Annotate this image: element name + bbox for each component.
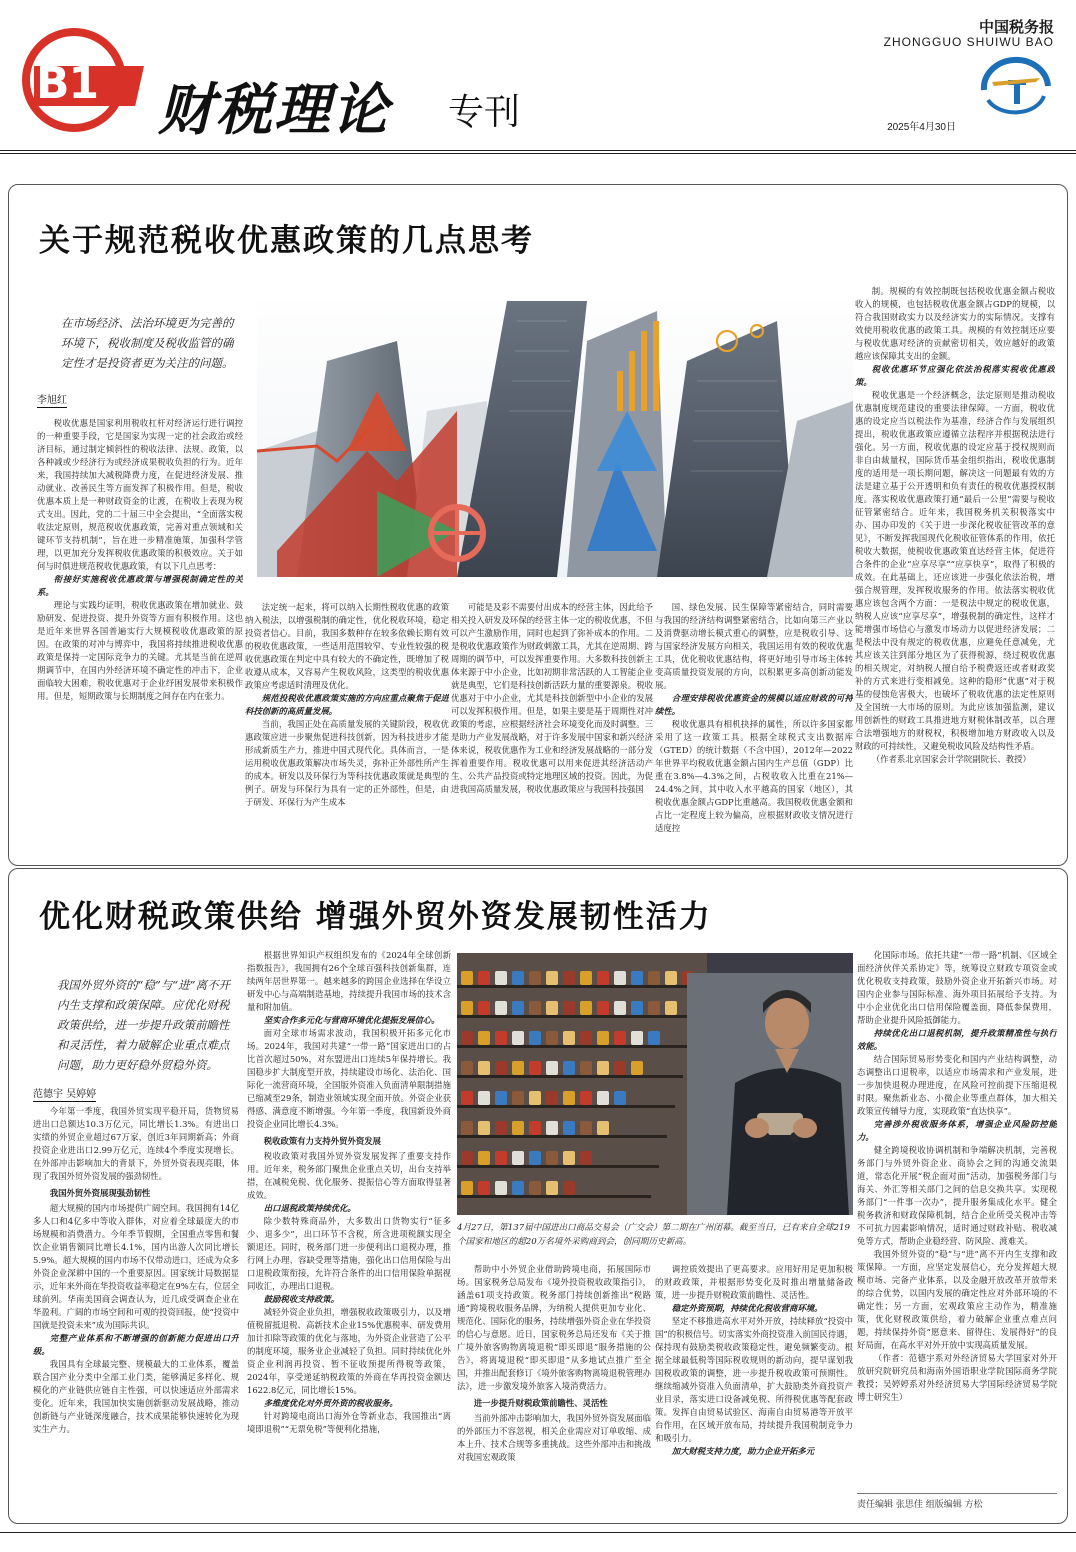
article-title: 优化财税政策供给 增强外贸外资发展韧性活力 — [39, 899, 712, 935]
article-column-2 — [245, 601, 449, 859]
article-column-2 — [247, 949, 451, 1517]
article-column-5 — [855, 285, 1055, 859]
paragraph: （作者系北京国家会计学院副院长、教授） — [871, 754, 1031, 764]
article-title: 关于规范税收优惠政策的几点思考 — [39, 223, 534, 259]
paragraph: 面对全球市场需求波动，我国积极开拓多元化市场。2024年，我国对共建“一带一路”国家进出口的占比首次超过50%，对东盟进出口连续5年保持增长。我国稳步扩大制度型开放，持续建设市场化、法治化、国际化一流营商环境，全国版外资准入负面清单限制措施已缩减至29条，制造业领域实现全面开放。外资企业获得感、满意度不断增强。今年第一季度，我国新设外商投资企业同比增长4.3%。 — [247, 1028, 451, 1129]
paragraph: 多维度优化对外贸外资的税收服务。 — [263, 1398, 398, 1408]
paragraph: 结合国际贸易形势变化和国内产业结构调整，动态调整出口退税率，以适应市场需求和产业发展，进一步加快退税办理进度，在风险可控前提下压缩退税时限。聚焦新业态、小微企业等重点群体，加大相关政策宣传辅导力度，实现政策“直达快享”。 — [857, 1054, 1057, 1116]
paragraph: 税收政策对我国外贸外资发展发挥了重要支持作用。近年来，税务部门聚焦企业重点关切，出台支持举措，在减税免税、优化服务、提振信心等方面取得显著成效。 — [247, 1151, 451, 1200]
paragraph: 税收优惠是国家利用税收杠杆对经济运行进行调控的一种重要手段，它是国家为实现一定的社会政治或经济目标，通过制定倾斜性的税收法律、法规、政策，以各种减或少经济行为或经济成果税收负担的行为。近年来，我国持续加大减税降费力度，在促进经济发展、推动就业、改善民生等方面发挥了积极作用。但是，税收优惠本质上是一种财政资金的让渡，在税收上表现为税式支出。因此，党的二十届三中全会提出，“全面落实税收法定原则，规范税收优惠政策，完善对重点领域和关键环节支持机制”，旨在进一步精准施策，加强科学管理，以更加充分发挥税收优惠政策的积极效应。关于如何与时俱进规范税收优惠政策，有以下几点思考： — [37, 418, 243, 571]
paragraph: 规范投税收优惠政策实施的方向应重点聚焦于促进科技创新的高质量发展。 — [245, 693, 449, 716]
paragraph: 持续优化出口退税机制，提升政策精准性与执行效能。 — [857, 1028, 1057, 1051]
newspaper-logo-icon — [978, 56, 1054, 120]
editor-credit: 责任编辑 张思佳 组版编辑 方松 — [857, 1493, 1057, 1510]
paragraph: 调控质效提出了更高要求。应用好用足更加积极的财政政策，并根据形势变化及时推出增量储备政策，进一步提升财税政策前瞻性、灵活性。 — [655, 1264, 853, 1300]
issue-date: 2025年4月30日 — [887, 122, 956, 133]
paragraph: （作者：范德宇系对外经济贸易大学国家对外开放研究院研究员和海南外国语职业学院国际商务学院教授；吴婷婷系对外经济贸易大学国际经济贸易学院博士研究生） — [857, 1353, 1057, 1402]
article-column-1 — [33, 1105, 239, 1517]
masthead-rule-2 — [0, 153, 1076, 154]
paragraph: 加大财税支持力度，助力企业开拓多元 — [671, 1446, 815, 1456]
article-column-4 — [655, 1263, 853, 1517]
paragraph: 制。规模的有效控制既包括税收优惠金额占税收收入的规模，也包括税收优惠金额占GDP的规模，以符合我国财政实力以及经济实力的实际情况。支撑有效使用税收优惠的政策工具。规模的有效控制还应要与税收优惠对经济的贡献密切相关，效应越好的政策越应该保障其支出的金额。 — [855, 286, 1055, 361]
paragraph: 稳定外资预期，持续优化税收营商环境。 — [671, 1303, 823, 1313]
paragraph: 出口退税政策持续优化。 — [263, 1203, 356, 1213]
paragraph: 国、绿色发展、民生保障等紧密结合，同时需要与我国的经济结构调整紧密结合，比如向第三产业以及消费驱动增长模式重心的调整，应是税收引导、这与国家经济发展方向相关，我国运用有效的税收优惠工具，优化税收优惠结构，将更好地引导市场主体转变高质量投资发展的方向，以积累更多高创新动能发展。 — [655, 602, 853, 690]
paragraph: 税收优惠环节应强化依法治税落实税收优惠政策。 — [855, 364, 1055, 387]
section-badge — [14, 24, 144, 138]
paragraph: 税收优惠是一个经济概念，法定原则是推动税收优惠制度规范建设的重要法律保障。一方面，税收优惠的设定应当以税法作为基准，经济合作与发展组织提出，税收优惠政策应遵循立法程序并根据税法进行强化。另一方面，税收优惠的设定应基于授权规则而非自由裁量权，国际货币基金组织指出，税收优惠制度的适用是一项长期问题，解决这一问题最有效的方法是建立基于公开透明和负有责任的税收优惠授权制度。落实税收优惠政策打通“最后一公里”需要与税收征管紧密结合。近年来，我国税务机关积极落实中办、国办印发的《关于进一步深化税收征管改革的意见》，不断发挥我国现代化税收征管体系的作用，依托税收大数据，使税收优惠政策直达经营主体，促进符合条件的企业“应享尽享”“应享快享”，取得了积极的成效。在此基础上，还应该进一步强化依法治税，增强合规管理，发挥税收服务的作用。依法落实税收优惠应该包含两个方面：一是税法中规定的税收优惠，纳税人应该“应享尽享”，增强税制的确定性，这样才能增强市场信心与激发市场动力以促进经济发展；二是税法中没有规定的税收优惠，应避免任意减免，尤其应该关注到部分地区为了获得税源，绕过税收优惠的相关规定，对纳税人擅自给予税费返还或者财政奖补的方式来进行变相减免。这种的隐形“优惠”对于税基的侵蚀危害极大，也破坏了税收优惠的法定性原则及全国统一大市场的原则。为此应该加强监测，建议用创新性的财政工具推进地方财税体制改革，以合理合法增强地方的财税权，积极增加地方财政收入以及财政的可持续性，又避免税收风险及结构性矛盾。 — [855, 390, 1055, 751]
article-column-5 — [857, 949, 1057, 1479]
article-tax-incentives — [8, 184, 1068, 866]
trade-fair-photo — [457, 953, 853, 1215]
paragraph: 合理安排税收优惠资金的规模以适应财政的可持续性。 — [655, 693, 853, 716]
section-heading: 税收政策有力支持外贸外资发展 — [263, 1136, 382, 1146]
section-heading: 我国外贸外资展现强劲韧性 — [49, 1188, 151, 1198]
paragraph: 可能是及彩不需要付出成本的经营主体，因此给予相关投入研发及环保的经营主体一定的税收优惠，不但可以产生激励作用，同时也起到了弥补成本的作用。二是税收优惠政策作为财政刺激工具，尤其在逆周期、跨周期的调节中，可以发挥重要作用。大多数科技创新主体来源于中小企业，比如初期非常活跃的人工智能企业就是典型，它们是科技创新活跃力量的重要源泉。税收优惠对于中小企业，尤其是科技创新型中小企业的发展可以发挥积极作用。但是，如果主要是基于周期性对冲政策的考虑，应根据经济社会环境变化而及时调整。三是助力产业发展战略，对于许多发展中国家和新兴经济体来说，税收优惠作为工业和经济发展战略的一部分发挥着重要作用。税收优惠可以用来促进其经济活动产生、公共产品投资或特定地理区域的投资。因此，为促进我国高质量发展，税收优惠政策应与我国科技强国 — [451, 602, 653, 794]
section-heading: 进一步提升财税政策前瞻性、灵活性 — [473, 1398, 608, 1408]
paragraph: 帮助中小外贸企业借助跨境电商，拓展国际市场。国家税务总局发布《境外投资税收政策指引》，涵盖61项支持政策。税务部门持续创新推出“税路通”跨境税收服务品牌，为纳税人提供更加专业化、规范化、国际化的服务，持续增强外资企业在华投资的信心与意愿。近日，国家税务总局还发布《关于推广境外旅客购物离境退税“即买即退”服务措施的公告》，将离境退税“即买即退”从多地试点推广至全国，并推出配套修订《境外旅客购物离境退税管理办法》，进一步激发境外旅客入境消费活力。 — [457, 1264, 651, 1391]
section-badge-label: B1 — [36, 58, 99, 109]
paragraph: 根据世界知识产权组织发布的《2024年全球创新指数报告》，我国拥有26个全球百强科技创新集群，连续两年居世界第一。越来越多的跨国企业选择在华设立研发中心与高端制造基地，持续提升我国市场的技术含量和附加值。 — [247, 950, 451, 1012]
paragraph: 理论与实践均证明，税收优惠政策在增加就业、鼓励研发、促进投资、提升外资等方面有积极作用。这也是近年来世界各国普遍实行大规模税收优惠政策的原因。在政策的对冲与博弈中，我国将持续推进税收优惠政策是保持一定国际竞争力的关键。尤其是当前在逆周期调节中，在国内外经济环境不确定性的冲击下，企业面临较大困难，税收优惠对于企业纾困发展带来积极作用。但是，短期政策与长期制度之间存在内在张力。 — [37, 600, 243, 701]
paragraph: 健全跨境税收协调机制和争端解决机制，完善税务部门与外贸外资企业、商协会之间的沟通交流渠道，常态化开展“税企面对面”活动，加强税务部门与海关、外汇等相关部门之间的信息交换共享。实现税务部门“一件事一次办”，提升服务集成化水平。健全税务救济和财政保障机制，结合企业所受关税冲击等不可抗力因素影响情况，适时通过财政补贴、税收减免等方式，帮助企业稳经营、防风险、渡难关。 — [857, 1145, 1057, 1246]
paragraph: 我国外贸外资的“稳”与“进”离不开内生支撑和政策保障。一方面，应坚定发展信心，充分发挥超大规模市场、完备产业体系，以及金融开放改革开放带来的综合优势，以国内发展的确定性应对外部环境的不确定性；另一方面，宏观政策应主动作为，精准施策，优化财税政策供给，着力破解企业重点难点问题，持续保持外资“愿意来、留得住、发展得好”的良好局面，在高水平对外开放中实现高质量发展。 — [857, 1249, 1057, 1350]
article-column-4 — [655, 601, 853, 859]
article-lead: 我国外贸外资的“稳”与“进”离不开内生支撑和政策保障。应优化财税政策供给，进一步提升政策前瞻性和灵活性，着力破解企业重点难点问题，助力更好稳外贸稳外资。 — [57, 978, 231, 1072]
paragraph: 鼓励税收支持政策。 — [263, 1294, 340, 1304]
city-finance-illustration — [257, 301, 853, 577]
paragraph: 超大规模的国内市场提供广阔空间。我国拥有14亿多人口和4亿多中等收入群体，对应着全球最庞大的市场规模和消费潜力。今年季节假期，全国重点零售和餐饮企业销售额同比增长4.1%，国内出游人次同比增长5.9%。超大规模的国内市场不仅带动进口，还成为众多外资企业深耕中国的一个重要原因。国家统计局数据显示，近年来外商在华投资收益率稳定在9%左右，位居全球前列。华南美国商会调查认为，近几成受调查企业在华盈利。广阔的市场空间和可观的投资回报，使“投资中国就是投资未来”成为国际共识。 — [33, 1203, 239, 1330]
newspaper-name: 中国税务报 — [978, 18, 1054, 36]
masthead — [0, 0, 1076, 150]
paragraph: 法定统一起来，将可以纳入长期性税收优惠的政策纳入税法，以增强税制的确定性，优化税收环境，稳定投资者信心。目前，我国多数种存在较多依赖长期有效的税收优惠政策，一些适用范围较窄、专业性较强的税收优惠政策在判定中具有较大的不确定性，既增加了税收遵从成本，又容易产生税收风险，这类型的税收优惠政策应考虑适时清理及优化。 — [245, 602, 449, 690]
paragraph: 坚实合作多元化与营商环境优化提振发展信心。 — [263, 1015, 440, 1025]
paragraph: 当前，我国正处在高质量发展的关键阶段，税收优惠政策应进一步聚焦促进科技创新，因为科技进步才能形成新质生产力，推进中国式现代化。具体而言，一是运用税收优惠政策解决市场失灵，弥补正外部性所产生的成本。研发以及环保行为等科技优惠政策就是典型的例子。研发与环保行为具有一定的正外部性，但是，由于研发、环保行为产生成本 — [245, 719, 449, 807]
skyline-graphic — [257, 301, 853, 577]
newspaper-pinyin: ZHONGGUO SHUIWU BAO — [883, 35, 1054, 49]
section-title: 财税理论 — [158, 77, 390, 143]
paragraph: 完善涉外税收服务体系，增强企业风险防控能力。 — [857, 1119, 1057, 1142]
paragraph: 完整产业体系和不断增强的创新能力促进出口升级。 — [33, 1333, 239, 1356]
article-column-1 — [37, 417, 243, 859]
footer-rule — [0, 1532, 1076, 1533]
paragraph: 针对跨境电商出口海外仓等新业态，我国推出“离境即退税”“无票免税”等便利化措施， — [247, 1411, 451, 1434]
section-subtitle: 专刊 — [448, 92, 521, 133]
paragraph: 化国际市场。依托共建“一带一路”机制、《区域全面经济伙伴关系协定》等，统筹设立财政专项资金或优化税收支持政策，鼓励外资企业开拓新兴市场。对国内企业参与国际标准、海外项目拓展给予支持。为中小企业优化出口信用保险覆盖面，降低参保费用，帮助企业提升风险抵御能力。 — [857, 950, 1057, 1025]
paragraph: 当前外部冲击影响加大，我国外贸外资发展面临的外部压力不容忽视，相关企业需应对订单收缩、成本上升、技术合规等多重挑战。这些外部冲击和挑战对我国宏观政策 — [457, 1413, 651, 1462]
article-foreign-trade — [8, 868, 1068, 1524]
paragraph: 坚定不移推进高水平对外开放，持续释放“投资中国”的积极信号。切实落实外商投资准入前国民待遇，保持现有鼓励类税收政策稳定性，避免频繁变动。根据全球最低税等国际税收规则的新动向，提早谋划我国税收政策的调整，进一步提升税收政策可预期性。继续缩减外资准入负面清单，扩大鼓励类外商投资产业目录，落实进口设备减免税、所得税优惠等配套政策。发挥自由贸易试验区、海南自由贸易港等开放平台作用，在区域开放布局，持续提升我国税制竞争力和吸引力。 — [655, 1316, 853, 1443]
masthead-rule — [0, 150, 1076, 151]
article-column-3 — [451, 601, 653, 859]
trade-fair-scene — [457, 953, 853, 1215]
article-lead: 在市场经济、法治环境更为完善的环境下，税收制度及税收监管的确定性才是投资者更为关注的问题。 — [61, 316, 234, 370]
paragraph: 今年第一季度，我国外贸实现平稳开局，货物贸易进出口总额达10.3万亿元，同比增长1.3%。有进出口实绩的外贸企业超过67万家，创近3年同期新高；外商投资企业进出口2.99万亿元，连续4个季度实现增长。在外部冲击影响加大的背景下，外贸外资表现亮眼，体现了我国外贸外资发展的强劲韧性。 — [33, 1106, 239, 1181]
article-column-3 — [457, 1263, 651, 1517]
paragraph: 税收优惠具有相机抉择的属性，所以许多国家都采用了这一政策工具。根据全球税式支出数据库（GTED）的统计数据（不含中国），2012年—2022年世界平均税收优惠金额占国内生产总值（GDP）比重在3.8%—4.3%之间，占税收收入比重在21%—24.4%之间，其中收入水平越高的国家（地区），其税收优惠金额占GDP比重越高。我国税收优惠金额和占比一定程度上较为偏高，应根据财政收支情况进行适度控 — [655, 719, 853, 833]
paragraph: 我国具有全球最完整、规模最大的工业体系，覆盖联合国产业分类中全部工业门类，能够满足多样化、规模化的产业链供应链自主性强，可以快速适应外部需求变化。近年来，我国加快实施创新驱动发展战略，推动创新链与产业链深度融合，技术成果能够快速转化为现实生产力。 — [33, 1359, 239, 1434]
paragraph: 减轻外资企业负担，增强税收政策吸引力，以及增值税留抵退税、高新技术企业15%优惠税率、研发费用加计扣除等政策的优化与落地，为外资企业营造了公平的制度环境，服务业企业减轻了负担。同时持续优化外资企业利润再投资、暂不征收预提所得税等政策，2024年，享受递延纳税政策的外商在华再投资金额达1622.8亿元，同比增长15%。 — [247, 1307, 451, 1395]
article-byline: 李旭红 — [37, 391, 67, 408]
article-byline: 范德宇 吴婷婷 — [33, 1085, 96, 1102]
paragraph: 除少数特殊商品外，大多数出口货物实行“征多少、退多少”，出口环节不含税，所含进项税额实现全额退还。同时，税务部门进一步便利出口退税办理，推行网上办理、容缺受理等措施，强化出口信用保险与出口退税政策衔接，允许符合条件的出口信用保险单据视同收汇，办理出口退税。 — [247, 1216, 451, 1291]
photo-caption: 4月27日，第137届中国进出口商品交易会（广交会）第二期在广州闭幕。截至当日，已有来自全球219个国家和地区的超20万名境外采购商到会，创同期历史新高。 — [457, 1223, 850, 1247]
paragraph: 衔接好实施税收优惠政策与增强税制确定性的关系。 — [37, 574, 243, 597]
